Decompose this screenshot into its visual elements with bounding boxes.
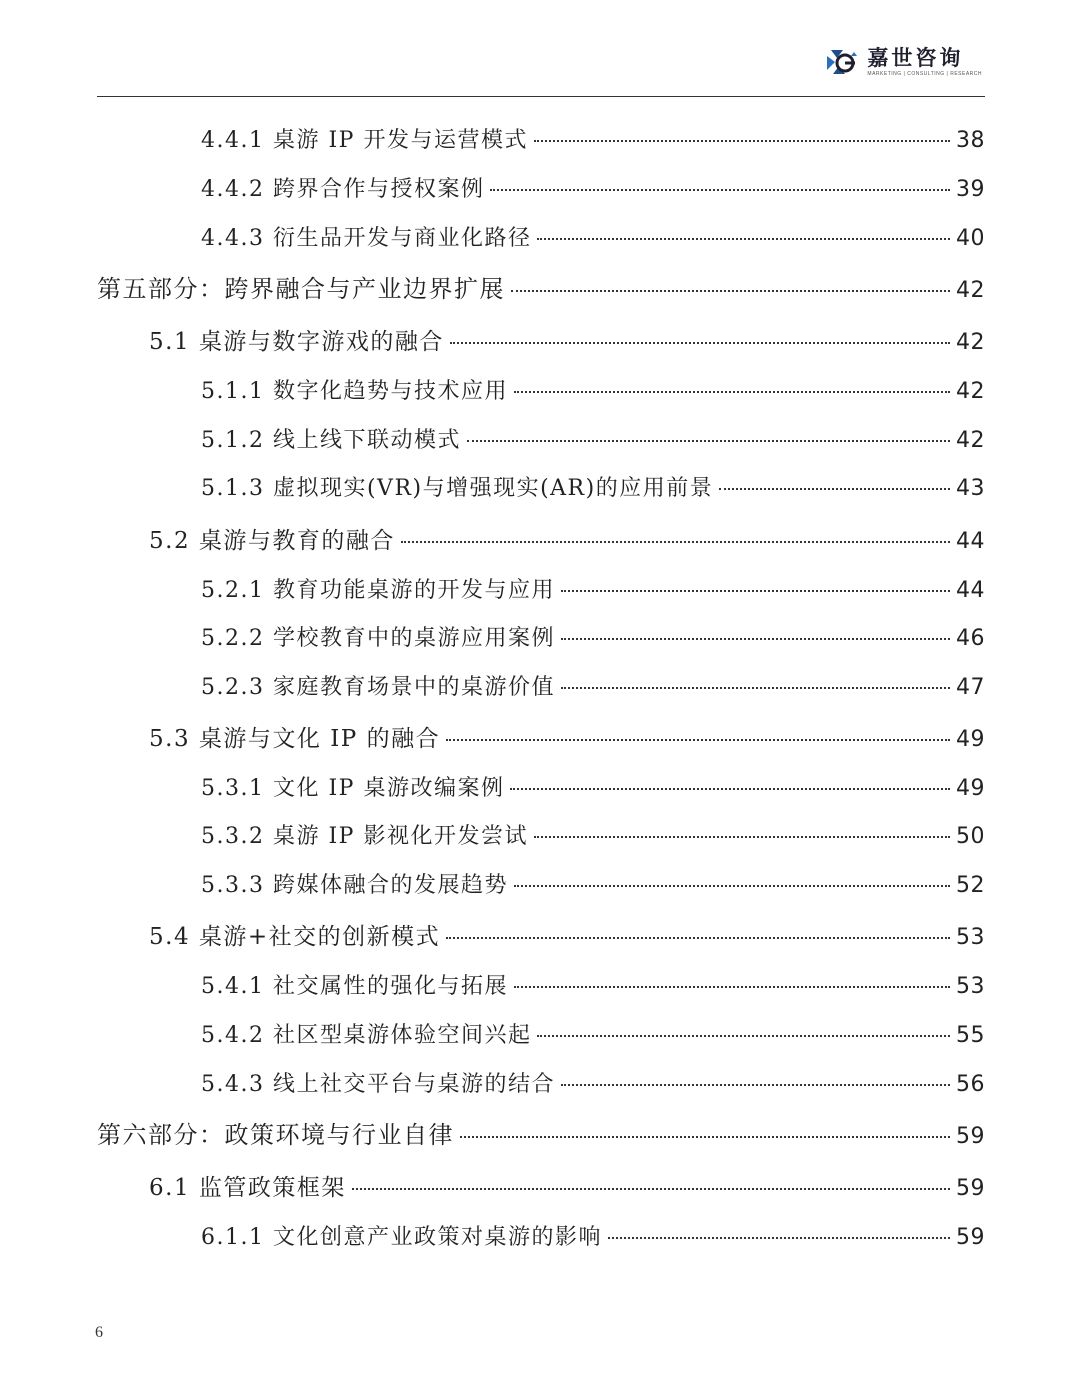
toc-entry-page: 52: [956, 873, 985, 898]
jiashi-logo-icon: [823, 44, 859, 80]
toc-entry[interactable]: [201, 668, 985, 708]
toc-dot-leader: [511, 290, 950, 292]
toc-entry[interactable]: [201, 372, 985, 412]
toc-entry-title: 4.4.1 桌游 IP 开发与运营模式: [201, 128, 528, 153]
toc-entry-page: 42: [956, 278, 985, 303]
toc-entry-title: 4.4.2 跨界合作与授权案例: [201, 177, 485, 202]
toc-entry[interactable]: [201, 469, 985, 509]
toc-entry[interactable]: [201, 421, 985, 461]
toc-entry[interactable]: [201, 571, 985, 611]
toc-entry-title: 5.1.2 线上线下联动模式: [201, 428, 461, 453]
toc-entry-title: 4.4.3 衍生品开发与商业化路径: [201, 226, 532, 251]
brand-name: 嘉世咨询: [867, 46, 964, 70]
toc-dot-leader: [446, 937, 950, 939]
toc-dot-leader: [490, 189, 950, 191]
toc-entry-title: 5.4.1 社交属性的强化与拓展: [201, 974, 508, 999]
toc-entry[interactable]: [201, 619, 985, 659]
toc-dot-leader: [450, 342, 950, 344]
toc-entry[interactable]: [201, 170, 985, 210]
toc-entry-page: 42: [956, 379, 985, 404]
toc-entry[interactable]: [201, 866, 985, 906]
toc-entry-page: 49: [956, 776, 985, 801]
toc-entry-page: 59: [956, 1124, 985, 1149]
toc-dot-leader: [514, 986, 950, 988]
toc-entry-title: 5.4.2 社区型桌游体验空间兴起: [201, 1023, 532, 1048]
toc-entry-page: 46: [956, 626, 985, 651]
toc-entry-page: 59: [956, 1225, 985, 1250]
toc-entry-page: 42: [956, 428, 985, 453]
toc-entry-title: 6.1.1 文化创意产业政策对桌游的影响: [201, 1225, 602, 1250]
toc-entry-page: 53: [956, 974, 985, 999]
toc-entry-page: 44: [956, 529, 985, 554]
toc-dot-leader: [514, 885, 950, 887]
page-number: 6: [95, 1324, 103, 1341]
toc-entry-title: 第五部分：跨界融合与产业边界扩展: [97, 275, 505, 303]
brand-tagline: MARKETING | CONSULTING | RESEARCH: [867, 71, 982, 77]
toc-dot-leader: [537, 238, 950, 240]
toc-entry[interactable]: [201, 1065, 985, 1105]
toc-dot-leader: [561, 590, 950, 592]
toc-entry[interactable]: [201, 967, 985, 1007]
toc-dot-leader: [608, 1237, 950, 1239]
toc-dot-leader: [510, 788, 950, 790]
toc-entry-page: 40: [956, 226, 985, 251]
toc-entry[interactable]: [149, 917, 985, 957]
toc-dot-leader: [561, 687, 950, 689]
toc-entry-page: 49: [956, 727, 985, 752]
toc-dot-leader: [467, 440, 950, 442]
toc-entry[interactable]: [201, 769, 985, 809]
toc-entry-page: 50: [956, 824, 985, 849]
toc-dot-leader: [401, 541, 950, 543]
toc-entry-title: 5.1.1 数字化趋势与技术应用: [201, 379, 508, 404]
toc-entry[interactable]: [201, 219, 985, 259]
toc-entry[interactable]: [201, 1218, 985, 1258]
brand: [823, 44, 982, 80]
toc-entry[interactable]: [97, 1115, 985, 1155]
toc-entry-title: 5.4.3 线上社交平台与桌游的结合: [201, 1072, 555, 1097]
toc-dot-leader: [534, 836, 950, 838]
toc-entry-title: 5.4 桌游+社交的创新模式: [149, 924, 441, 950]
toc-entry[interactable]: [149, 521, 985, 561]
toc-entry-title: 5.3.2 桌游 IP 影视化开发尝试: [201, 824, 528, 849]
toc-entry[interactable]: [201, 817, 985, 857]
toc-entry-title: 5.2.3 家庭教育场景中的桌游价值: [201, 675, 555, 700]
toc-dot-leader: [537, 1035, 950, 1037]
toc-entry[interactable]: [97, 269, 985, 309]
toc-entry-title: 第六部分：政策环境与行业自律: [97, 1121, 454, 1149]
toc-dot-leader: [719, 488, 950, 490]
toc-dot-leader: [561, 638, 950, 640]
toc-entry-page: 53: [956, 925, 985, 950]
toc-entry-page: 47: [956, 675, 985, 700]
page-header: [0, 0, 1080, 100]
toc-dot-leader: [514, 391, 950, 393]
toc-entry-page: 59: [956, 1176, 985, 1201]
toc-dot-leader: [446, 739, 950, 741]
toc-entry-title: 5.2 桌游与教育的融合: [149, 528, 395, 554]
toc-entry[interactable]: [149, 719, 985, 759]
toc-entry-title: 5.1 桌游与数字游戏的融合: [149, 329, 444, 355]
toc-entry-page: 55: [956, 1023, 985, 1048]
toc-dot-leader: [534, 140, 950, 142]
toc-entry-title: 5.3 桌游与文化 IP 的融合: [149, 726, 441, 752]
toc-entry-page: 39: [956, 177, 985, 202]
toc-entry-title: 5.1.3 虚拟现实(VR)与增强现实(AR)的应用前景: [201, 476, 714, 501]
toc-dot-leader: [561, 1084, 950, 1086]
toc-entry-page: 38: [956, 128, 985, 153]
toc-entry-title: 5.2.1 教育功能桌游的开发与应用: [201, 578, 555, 603]
toc-entry[interactable]: [201, 121, 985, 161]
toc-entry-page: 44: [956, 578, 985, 603]
toc-entry-page: 56: [956, 1072, 985, 1097]
header-divider: [97, 96, 985, 97]
toc-entry-title: 5.3.3 跨媒体融合的发展趋势: [201, 873, 508, 898]
toc-entry[interactable]: [149, 322, 985, 362]
toc-entry-page: 42: [956, 330, 985, 355]
toc-entry[interactable]: [201, 1016, 985, 1056]
toc-entry-title: 5.2.2 学校教育中的桌游应用案例: [201, 626, 555, 651]
toc-dot-leader: [352, 1188, 950, 1190]
toc-entry-title: 6.1 监管政策框架: [149, 1175, 346, 1201]
toc-entry[interactable]: [149, 1168, 985, 1208]
toc-entry-page: 43: [956, 476, 985, 501]
toc-dot-leader: [460, 1136, 950, 1138]
toc-entry-title: 5.3.1 文化 IP 桌游改编案例: [201, 776, 505, 801]
